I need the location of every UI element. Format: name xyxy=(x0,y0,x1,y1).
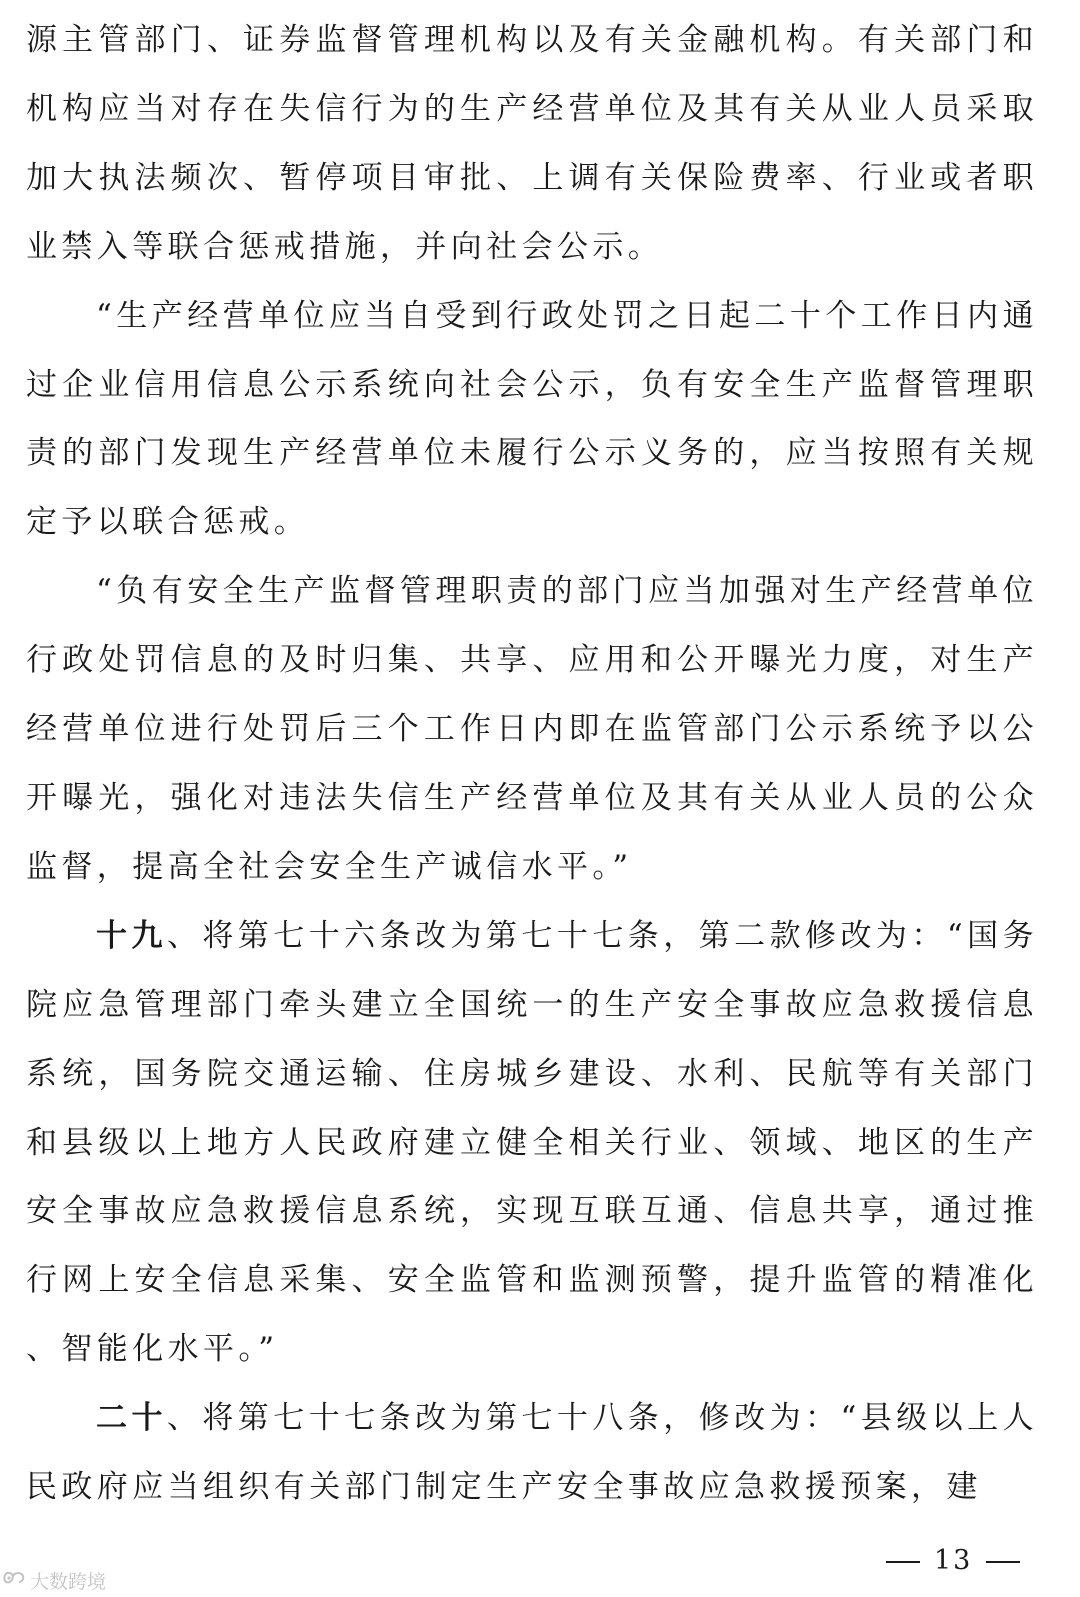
page-number-footer xyxy=(872,1545,1034,1576)
article-19-lead: 十九 xyxy=(96,917,167,954)
article-20-lead: 二十 xyxy=(96,1400,167,1437)
paragraph-2 xyxy=(26,282,1038,558)
page-number-right-dash xyxy=(986,1561,1020,1563)
paragraph-3 xyxy=(26,557,1038,902)
paragraph-2-text: “生产经营单位应当自受到行政处罚之日起二十个工作日内通过企业信用信息公示系统向社会公示，负有安全生产监督管理职责的部门发现生产经营单位未履行公示义务的，应当按照有关规定予以联合惩戒。 xyxy=(26,297,1038,541)
paragraph-article-20 xyxy=(26,1384,1038,1522)
paragraph-1-text: 源主管部门、证券监督管理机构以及有关金融机构。有关部门和机构应当对存在失信行为的生产经营单位及其有关从业人员采取加大执法频次、暂停项目审批、上调有关保险费率、行业或者职业禁入等联合惩戒措施，并向社会公示。 xyxy=(26,22,1038,265)
page-number-left-dash xyxy=(886,1561,920,1563)
page-number: 13 xyxy=(934,1545,973,1576)
watermark-text: 大数跨境 xyxy=(30,1570,107,1593)
watermark xyxy=(0,1566,106,1594)
paragraph-3-text: “负有安全生产监督管理职责的部门应当加强对生产经营单位行政处罚信息的及时归集、共享、应用和公开曝光力度，对生产经营单位进行处罚后三个工作日内即在监管部门公示系统予以公开曝光，强化对违法失信生产经营单位及其有关从业人员的公众监督，提高全社会安全生产诚信水平。” xyxy=(26,573,1038,885)
article-19-text: 、将第七十六条改为第七十七条，第二款修改为：“国务院应急管理部门牵头建立全国统一的生产安全事故应急救援信息系统，国务院交通运输、住房城乡建设、水利、民航等有关部门和县级以上地方人民政府建立健全相关行业、领域、地区的生产安全事故应急救援信息系统，实现互联互通、信息共享，通过推行网上安全信息采集、安全监管和监测预警，提升监管的精准化、智能化水平。” xyxy=(26,917,1038,1368)
paragraph-article-19 xyxy=(26,902,1038,1384)
paragraph-1 xyxy=(26,6,1038,282)
document-body xyxy=(26,6,1038,1522)
watermark-logo-icon xyxy=(0,1567,30,1594)
article-20-text: 、将第七十七条改为第七十八条，修改为：“县级以上人民政府应当组织有关部门制定生产安全事故应急救援预案，建 xyxy=(26,1400,1038,1506)
